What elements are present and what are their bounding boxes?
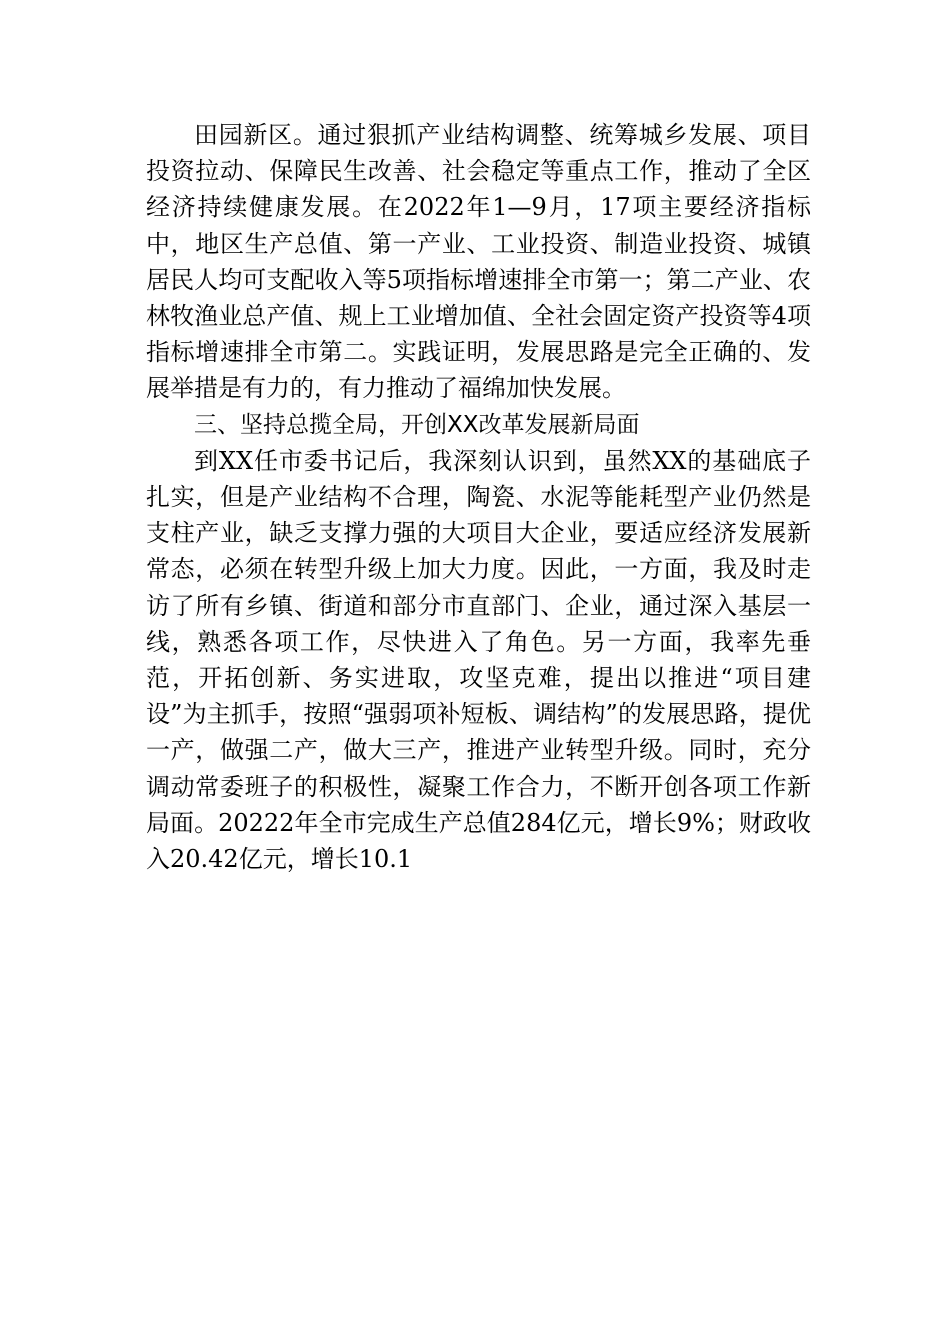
section-heading: 三、坚持总揽全局，开创XX改革发展新局面 xyxy=(194,411,640,438)
body-paragraph-2: 到XX任市委书记后，我深刻认识到，虽然XX的基础底子扎实，但是产业结构不合理，陶瓷、水泥等能耗型产业仍然是支柱产业，缺乏支撑力强的大项目大企业，要适应经济发展新常态，必须在转型升级上加大力度。因此，一方面，我及时走访了所有乡镇、街道和部分市直部门、企业，通过深入基层一线，熟悉各项工作，尽快进入了角色。另一方面，我率先垂范，开拓创新、务实进取，攻坚克难，提出以推进“项目建设”为主抓手，按照“强弱项补短板、调结构”的发展思路，提优一产，做强二产，做大三产，推进产业转型升级。同时，充分调动常委班子的积极性，凝聚工作合力，不断开创各项工作新局面。20222年全市完成生产总值284亿元，增长9%；财政收入20.42亿元，增长10.1 xyxy=(146,446,811,874)
body-paragraph-1: 田园新区。通过狠抓产业结构调整、统筹城乡发展、项目投资拉动、保障民生改善、社会稳定等重点工作，推动了全区经济持续健康发展。在2022年1—9月，17项主要经济指标中，地区生产总值、第一产业、工业投资、制造业投资、城镇居民人均可支配收入等5项指标增速排全市第一；第二产业、农林牧渔业总产值、规上工业增加值、全社会固定资产投资等4项指标增速排全市第二。实践证明，发展思路是完全正确的、发展举措是有力的，有力推动了福绵加快发展。 xyxy=(146,121,811,403)
document-body xyxy=(146,117,811,877)
